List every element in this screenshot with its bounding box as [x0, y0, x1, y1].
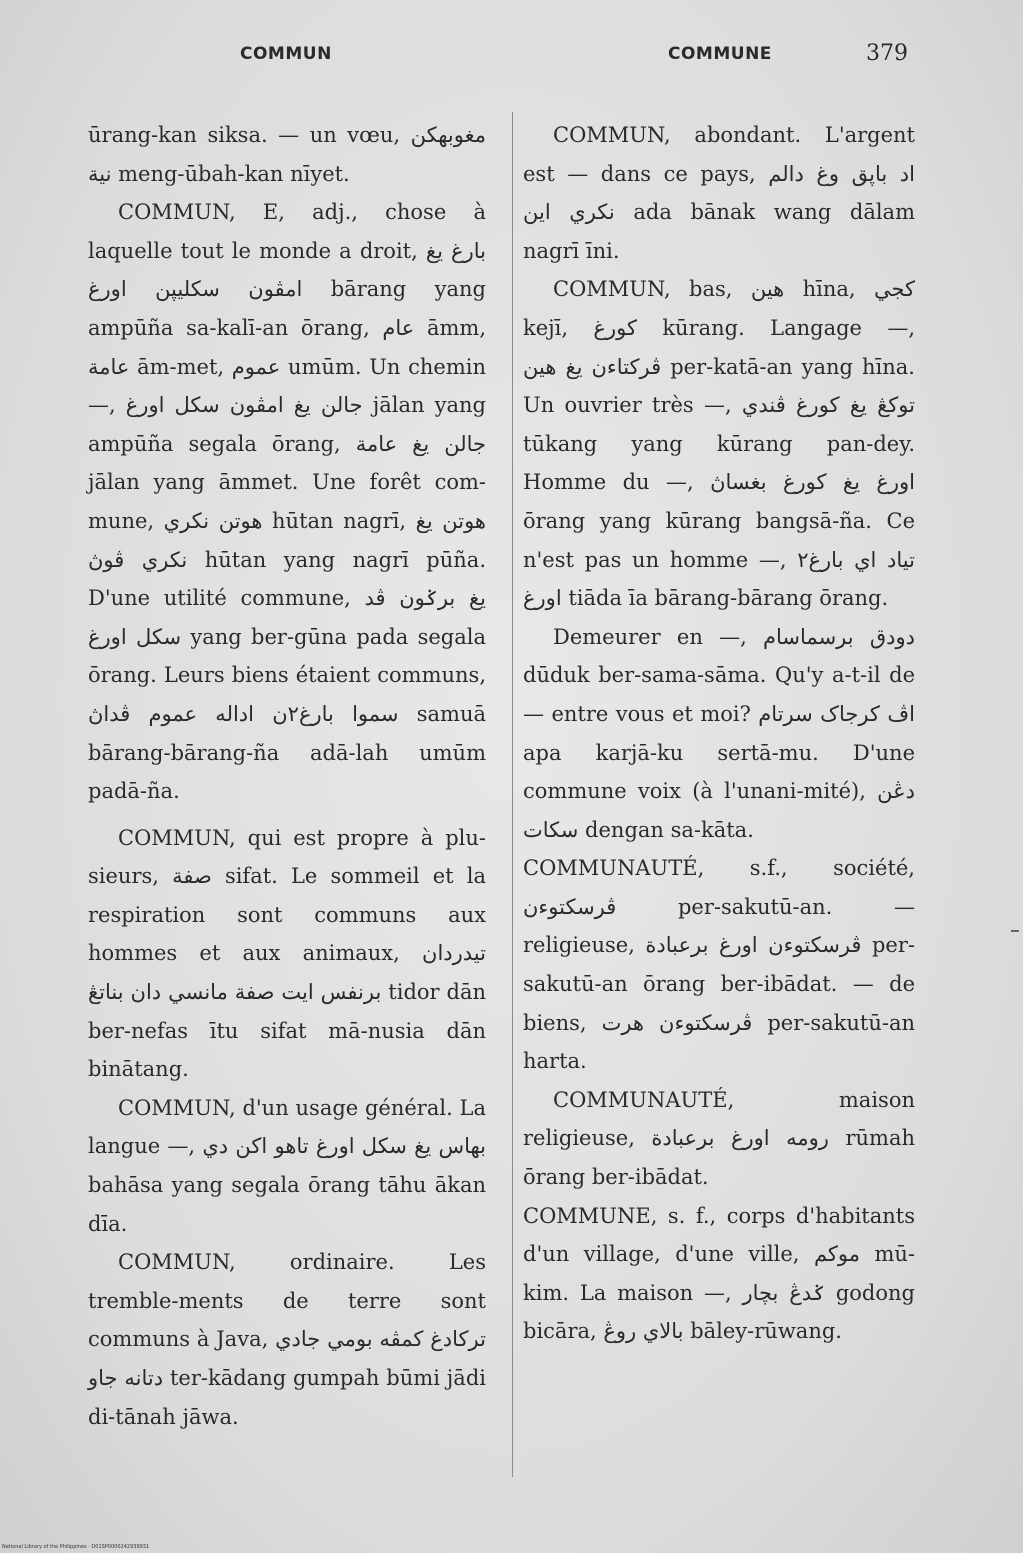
entry-paragraph: COMMUN, abondant. L'argent est — dans ce pays, اد باڽق وغ دالم نکري اين ada bānak wang dālam nagrī īni.	[523, 123, 915, 263]
scan-footer: National Library of the Philippines · D01SP0000242939931	[2, 1544, 150, 1550]
entry-paragraph: COMMUNAUTÉ, s.f., société, ڤرسکتوءن per-sakutū-an. — religieuse, ڤرسکتوءن اورغ برعبادة per-sakutū-an ōrang ber-ibādat. — de biens, ڤرسکتوءن هرت per-sakutū-an harta.	[523, 856, 915, 1074]
entry-paragraph: Demeurer en —, دودق برسماسام dūduk ber-sama-sāma. Qu'y a-t-il de — entre vous et moi? اڤ کرجاک سرتام apa karjā-ku sertā-mu. D'une commune voix (à l'unani-mité), دڠن سکات dengan sa-kāta.	[523, 624, 915, 842]
page-header	[0, 41, 1023, 74]
entry-paragraph: COMMUN, E, adj., chose à laquelle tout le monde a droit, بارغ يغ امڤون سکليڽن اورغ bārang yang ampūña sa-kalī-an ōrang, عام āmm, عامة ām-met, عموم umūm. Un chemin —, جالن يغ امڤون سکل اورغ jālan yang ampūña segala ōrang, جالن يغ عامة jālan yang āmmet. Une forêt com-mune, هوتن نکري hūtan nagrī, هوتن يغ نکري ڤوڽ hūtan yang nagrī pūña. D'une utilité commune, يغ برݢون ڤد سکل اورغ yang ber-gūna pada segala ōrang. Leurs biens étaient communs, سموا بارغ٢ن اداله عموم ڤداڽ samuā bārang-bārang-ña adā-lah umūm padā-ña.	[88, 200, 487, 804]
entry-paragraph: COMMUN, qui est propre à plu-sieurs, صفة sifat. Le sommeil et la respiration sont communs aux hommes et aux animaux, تيدردان برنفس ايت صفة مانسي دان بناتڠ tidor dān ber-nefas ītu sifat mā-nusia dān binātang.	[88, 825, 486, 1082]
page-number: 379	[866, 41, 908, 66]
entry-paragraph: COMMUN, bas, هين hīna, کجي kejī, کورغ kūrang. Langage —, ڤرکتاءن يغ هين per-katā-an yang hīna. Un ouvrier très —, توکڠ يغ کورغ ڤندي tūkang yang kūrang pan-dey. Homme du —, اورغ يغ کورغ بغساڽ ōrang yang kūrang bangsā-ña. Ce n'est pas un homme —, تياد اي بارغ٢ اورغ tiāda īa bārang-bārang ōrang.	[523, 277, 915, 611]
entry-paragraph: COMMUN, d'un usage général. La langue —, بهاس يغ سکل اورغ تاهو اکن دي bahāsa yang segala ōrang tāhu ākan dīa.	[88, 1095, 486, 1236]
entry-paragraph: ūrang-kan siksa. — un vœu, مغوبهکن نية meng-ūbah-kan nīyet.	[88, 123, 486, 186]
left-column	[88, 116, 486, 1436]
header-left-title: COMMUN	[240, 44, 332, 64]
entry-paragraph: COMMUNAUTÉ, maison religieuse, رومه اورغ برعبادة rūmah ōrang ber-ibādat.	[523, 1087, 915, 1190]
entry-paragraph: COMMUNE, s. f., corps d'habitants d'un village, d'une ville, موکم mū-kim. La maison —, ݢدڠ بچار godong bicāra, بالاي روڠ bāley-rūwang.	[523, 1203, 915, 1344]
margin-mark	[1011, 930, 1019, 932]
right-column	[523, 116, 915, 1351]
column-divider	[512, 112, 513, 1477]
entry-paragraph: COMMUN, ordinaire. Les tremble-ments de terre sont communs à Java, ترکادغ کمڤه بومي جادي دتانه جاو ter-kādang gumpah būmi jādi di-tānah jāwa.	[88, 1250, 486, 1429]
header-right-title: COMMUNE	[668, 44, 772, 64]
